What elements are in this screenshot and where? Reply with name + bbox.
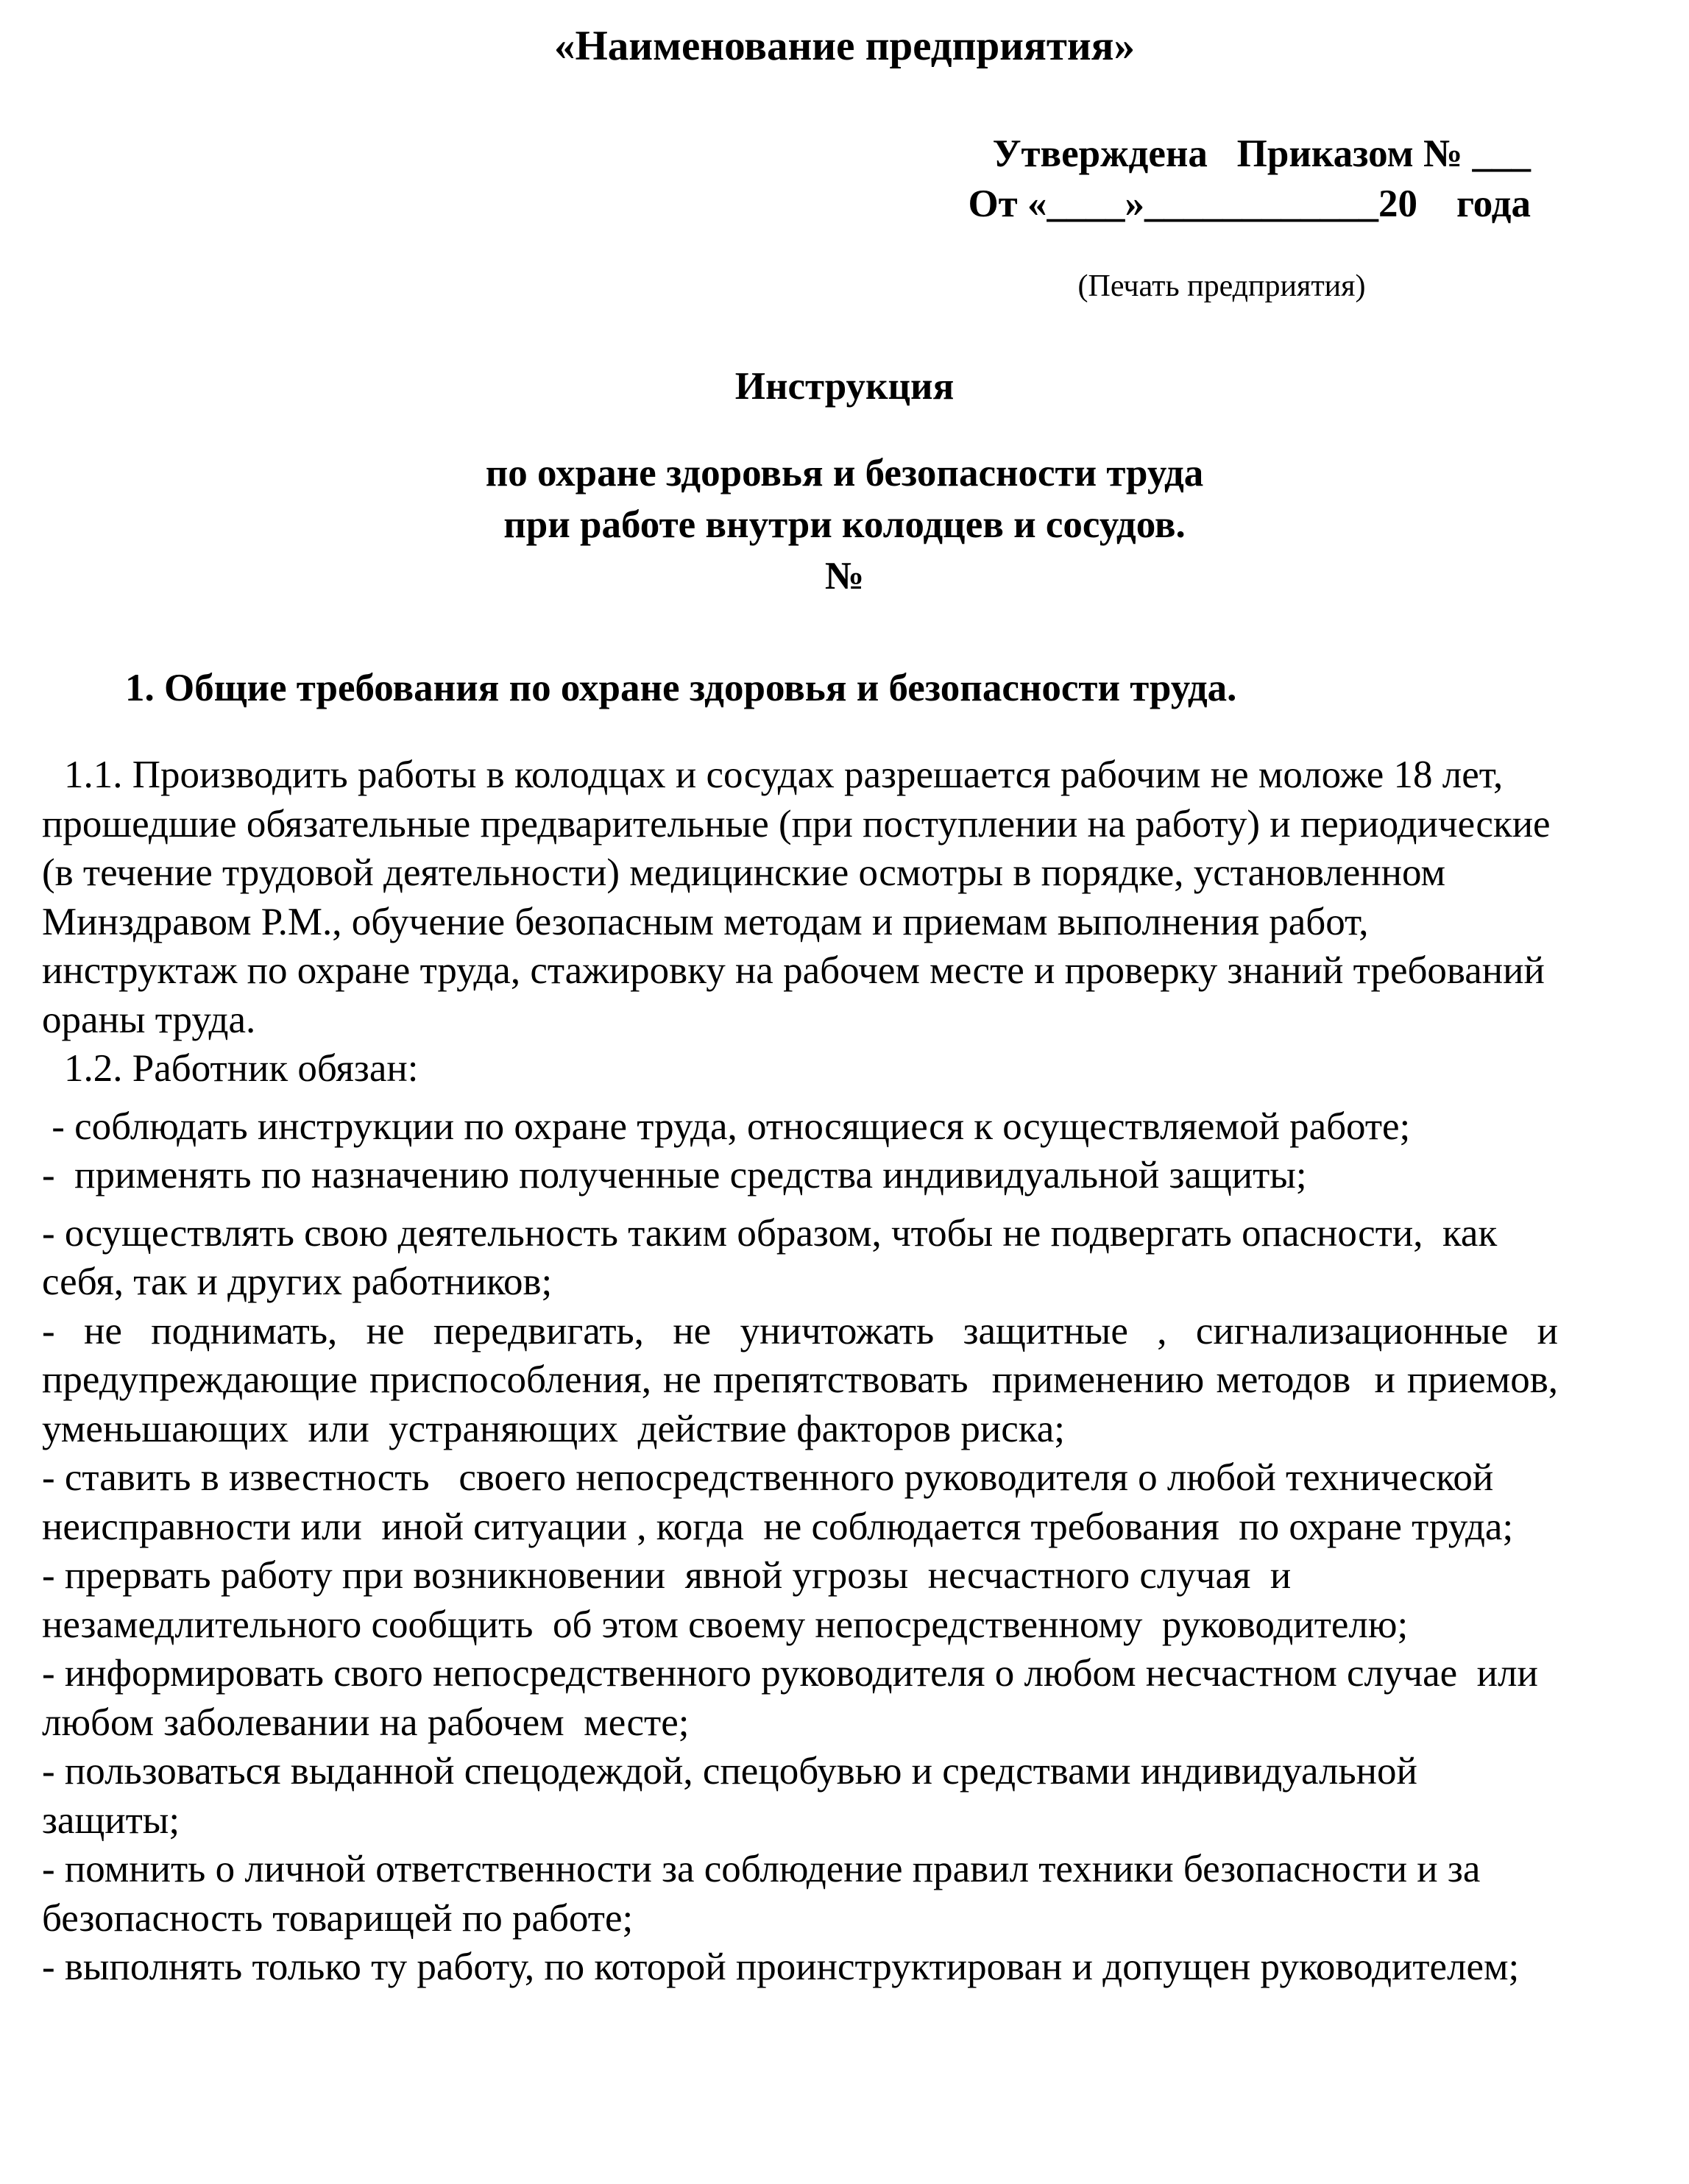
company-name: «Наименование предприятия» <box>553 23 1136 69</box>
approval-order-line: Утверждена Приказом № ___ <box>992 132 1531 175</box>
document-title: Инструкция <box>734 365 955 408</box>
section-heading: 1. Общие требования по охране здоровья и безопасности труда. <box>125 667 1237 709</box>
duty-item: - ставить в известность своего непосредственного руководителя о любой технической неисправности или иной ситуации , когда не соблюдается требования по охране труда; <box>42 1456 1514 1548</box>
seal-note: (Печать предприятия) <box>1077 269 1366 303</box>
duty-item: - применять по назначению полученные средства индивидуальной защиты; <box>42 1154 1307 1196</box>
duty-item: - помнить о личной ответственности за соблюдение правил техники безопасности и за безопасность товарищей по работе; <box>42 1848 1490 1940</box>
document-subtitle-line: по охране здоровья и безопасности труда <box>485 452 1204 494</box>
paragraph-1-2: 1.2. Работник обязан: <box>64 1047 419 1090</box>
section-body <box>42 751 1568 1992</box>
paragraph-1-1: 1.1. Производить работы в колодцах и сосудах разрешается рабочим не моложе 18 лет, прошедшие обязательные предварительные (при поступлении на работу) и периодические (в течение трудовой деятельности) медицинские осмотры в порядке, установленном Минздравом Р.М., обучение безопасным методам и приемам выполнения работ, инструктаж по охране труда, стажировку на рабочем месте и проверку знаний требований ораны труда. <box>42 754 1560 1041</box>
document-number: № <box>824 555 865 598</box>
duty-item: - соблюдать инструкции по охране труда, относящиеся к осуществляемой работе; <box>42 1105 1411 1148</box>
title-block <box>0 361 1689 602</box>
approval-date-line: От «____»____________20 года <box>968 182 1531 225</box>
duty-item: - не поднимать, не передвигать, не уничтожать защитные , сигнализационные и предупреждающие приспособления, не препятствовать применению методов и приемов, уменьшающих или устраняющих действие факторов риска; <box>42 1309 1568 1450</box>
document-subtitle-line: при работе внутри колодцев и сосудов. <box>503 503 1186 546</box>
duty-item: - информировать свого непосредственного руководителя о любом несчастном случае или любом заболевании на рабочем месте; <box>42 1652 1548 1744</box>
duty-item: - пользоваться выданной спецодеждой, спецобувью и средствами индивидуальной защиты; <box>42 1750 1428 1842</box>
approval-block <box>883 129 1531 229</box>
duty-item: - выполнять только ту работу, по которой проинструктирован и допущен руководителем; <box>42 1946 1520 1988</box>
duty-item: - прервать работу при возникновении явной угрозы несчастного случая и незамедлительного сообщить об этом своему непосредственному руководителю; <box>42 1554 1409 1646</box>
duty-item: - осуществлять свою деятельность таким образом, чтобы не подвергать опасности, как себя, так и других работников; <box>42 1211 1507 1303</box>
